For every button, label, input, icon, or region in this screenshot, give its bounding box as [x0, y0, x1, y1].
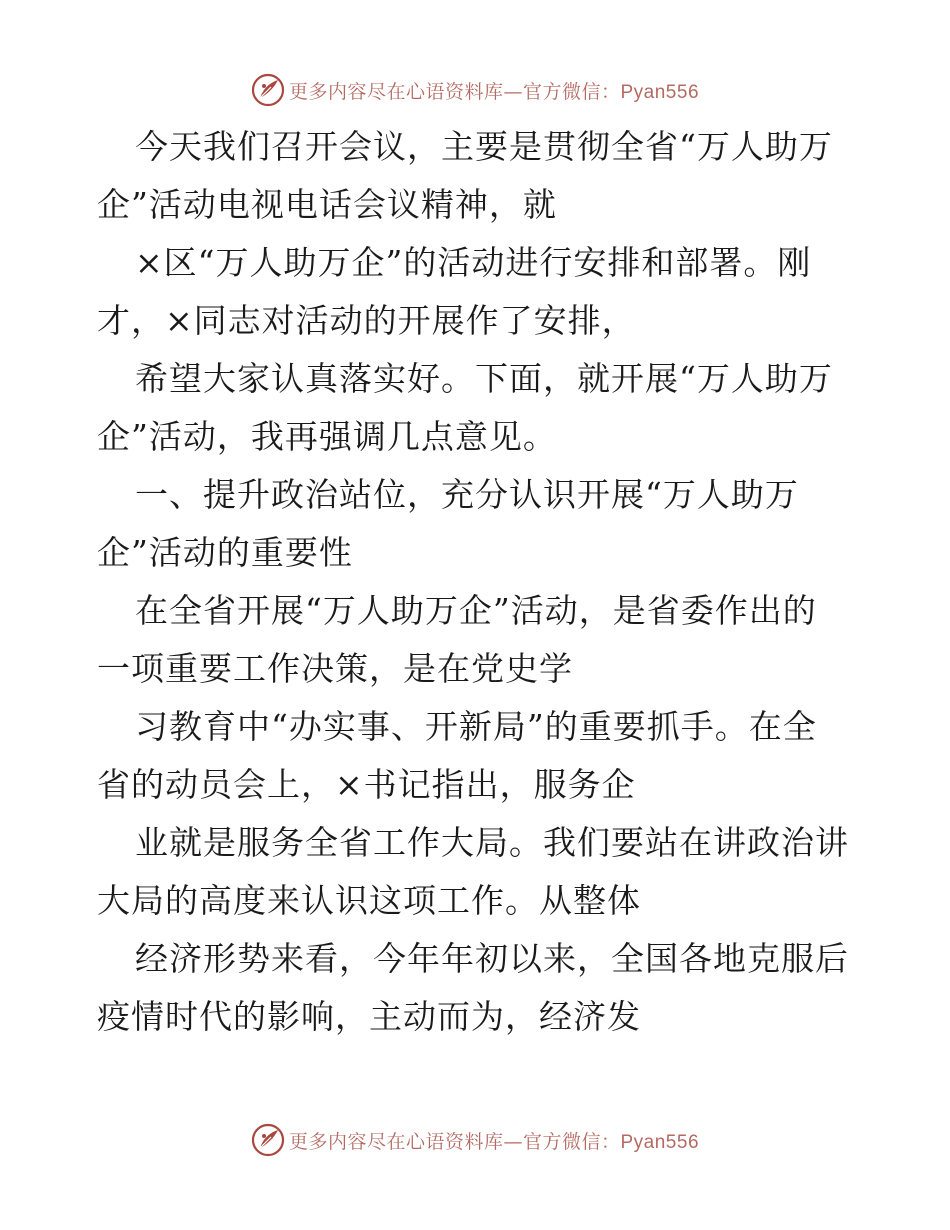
watermark-text — [289, 1127, 699, 1154]
watermark-wechat-id: Pyan556 — [620, 81, 700, 103]
quill-logo-icon — [251, 73, 285, 107]
footer-watermark — [0, 1120, 950, 1160]
quill-logo-icon — [251, 1123, 285, 1157]
section-heading: 企”活动的重要性 — [97, 533, 353, 572]
text-line: ×区“万人助万企”的活动进行安排和部署。刚 — [135, 243, 812, 282]
text-line: 疫情时代的影响，主动而为，经济发 — [97, 997, 641, 1036]
text-line: 业就是服务全省工作大局。我们要站在讲政治讲 — [135, 823, 849, 862]
watermark-wechat-label: 官方微信： — [522, 1130, 621, 1153]
text-line: 今天我们召开会议，主要是贯彻全省“万人助万 — [135, 127, 833, 166]
watermark-wechat-id: Pyan556 — [620, 1131, 700, 1153]
text-line: 希望大家认真落实好。下面，就开展“万人助万 — [135, 359, 833, 398]
watermark-dash: — — [503, 80, 523, 103]
document-body — [97, 118, 867, 1046]
section-heading: 一、提升政治站位，充分认识开展“万人助万 — [135, 475, 799, 514]
text-line: 经济形势来看，今年年初以来，全国各地克服后 — [135, 939, 849, 978]
watermark-text — [289, 77, 699, 104]
watermark-brand: 更多内容尽在心语资料库 — [288, 80, 504, 103]
watermark-dash: — — [503, 1130, 523, 1153]
text-line: 大局的高度来认识这项工作。从整体 — [97, 881, 641, 920]
header-watermark — [0, 70, 950, 110]
text-line: 企”活动电视电话会议精神，就 — [97, 185, 557, 224]
watermark-brand: 更多内容尽在心语资料库 — [288, 1130, 504, 1153]
text-line: 企”活动，我再强调几点意见。 — [97, 417, 557, 456]
text-line: 一项重要工作决策，是在党史学 — [97, 649, 573, 688]
text-line: 省的动员会上，×书记指出，服务企 — [97, 765, 636, 804]
text-line: 才，×同志对活动的开展作了安排， — [97, 301, 636, 340]
watermark-wechat-label: 官方微信： — [522, 80, 621, 103]
text-line: 习教育中“办实事、开新局”的重要抓手。在全 — [135, 707, 817, 746]
text-line: 在全省开展“万人助万企”活动，是省委作出的 — [135, 591, 817, 630]
